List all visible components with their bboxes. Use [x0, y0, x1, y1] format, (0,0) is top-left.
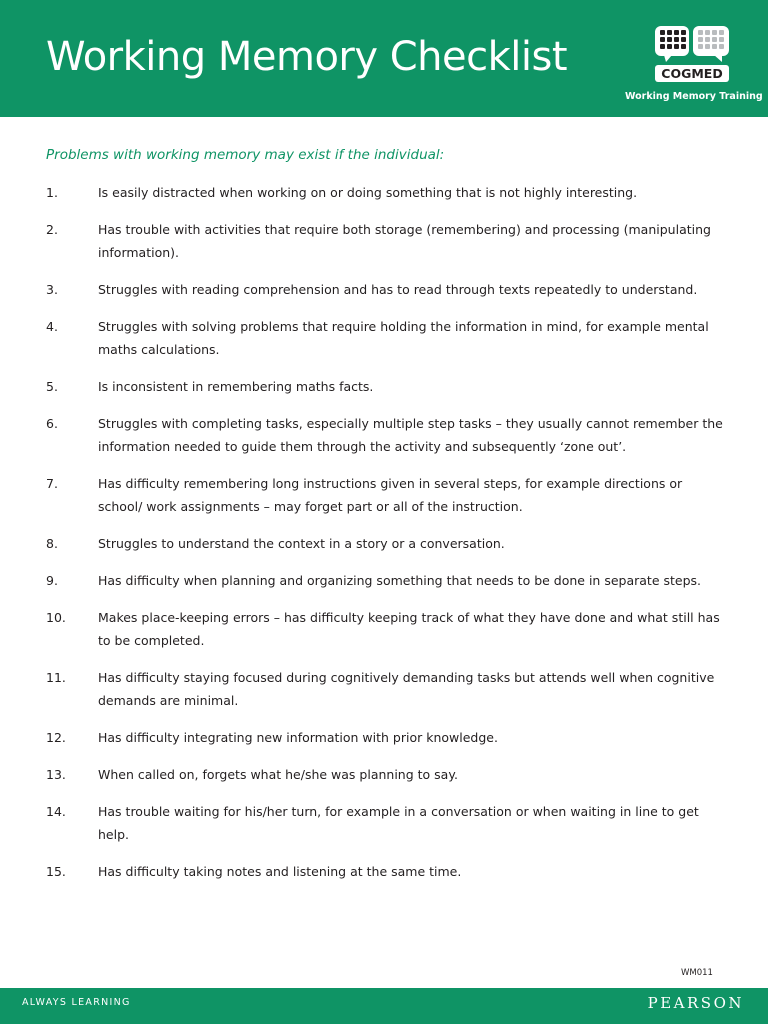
item-number: 8.: [46, 536, 58, 551]
item-text: Struggles with reading comprehension and has to read through texts repeatedly to understand.: [98, 282, 698, 297]
item-text: Has difficulty taking notes and listening at the same time.: [98, 864, 462, 879]
item-number: 14.: [46, 804, 66, 819]
item-text: Struggles with solving problems that require holding the information in mind, for example mental maths calculations.: [98, 319, 709, 357]
item-text: Has difficulty integrating new information with prior knowledge.: [98, 730, 498, 745]
item-number: 3.: [46, 282, 58, 297]
item-text: Has trouble with activities that require both storage (remembering) and processing (manipulating information).: [98, 222, 711, 260]
item-text: Has trouble waiting for his/her turn, for example in a conversation or when waiting in line to get help.: [98, 804, 699, 842]
logo-tagline: Working Memory Training: [625, 91, 763, 102]
item-number: 12.: [46, 730, 66, 745]
item-number: 9.: [46, 573, 58, 588]
item-text: When called on, forgets what he/she was planning to say.: [98, 767, 458, 782]
item-text: Struggles with completing tasks, especially multiple step tasks – they usually cannot remember the information needed to guide them through the activity and subsequently ‘zone out’.: [98, 416, 723, 454]
item-text: Struggles to understand the context in a story or a conversation.: [98, 536, 505, 551]
item-number: 11.: [46, 670, 66, 685]
document-code: WM011: [681, 968, 713, 978]
footer-banner: [0, 988, 768, 1024]
footer-slogan: ALWAYS LEARNING: [22, 997, 131, 1008]
item-number: 1.: [46, 185, 58, 200]
item-number: 10.: [46, 610, 66, 625]
item-text: Is easily distracted when working on or doing something that is not highly interesting.: [98, 185, 638, 200]
item-number: 4.: [46, 319, 58, 334]
item-text: Has difficulty remembering long instructions given in several steps, for example directions or school/ work assignments – may forget part or all of the instruction.: [98, 476, 683, 514]
item-number: 7.: [46, 476, 58, 491]
pearson-logo: PEARSON: [647, 994, 744, 1012]
item-text: Has difficulty staying focused during cognitively demanding tasks but attends well when cognitive demands are minimal.: [98, 670, 715, 708]
item-text: Makes place-keeping errors – has difficulty keeping track of what they have done and what still has to be completed.: [98, 610, 720, 648]
cogmed-logo: [652, 24, 732, 84]
page-title: Working Memory Checklist: [46, 34, 568, 80]
item-number: 13.: [46, 767, 66, 782]
item-number: 6.: [46, 416, 58, 431]
item-number: 2.: [46, 222, 58, 237]
intro-text: Problems with working memory may exist if the individual:: [46, 147, 445, 163]
item-number: 5.: [46, 379, 58, 394]
item-number: 15.: [46, 864, 66, 879]
header-banner: [0, 0, 768, 117]
item-text: Has difficulty when planning and organizing something that needs to be done in separate steps.: [98, 573, 702, 588]
logo-wordmark: COGMED: [661, 66, 723, 81]
item-text: Is inconsistent in remembering maths facts.: [98, 379, 374, 394]
